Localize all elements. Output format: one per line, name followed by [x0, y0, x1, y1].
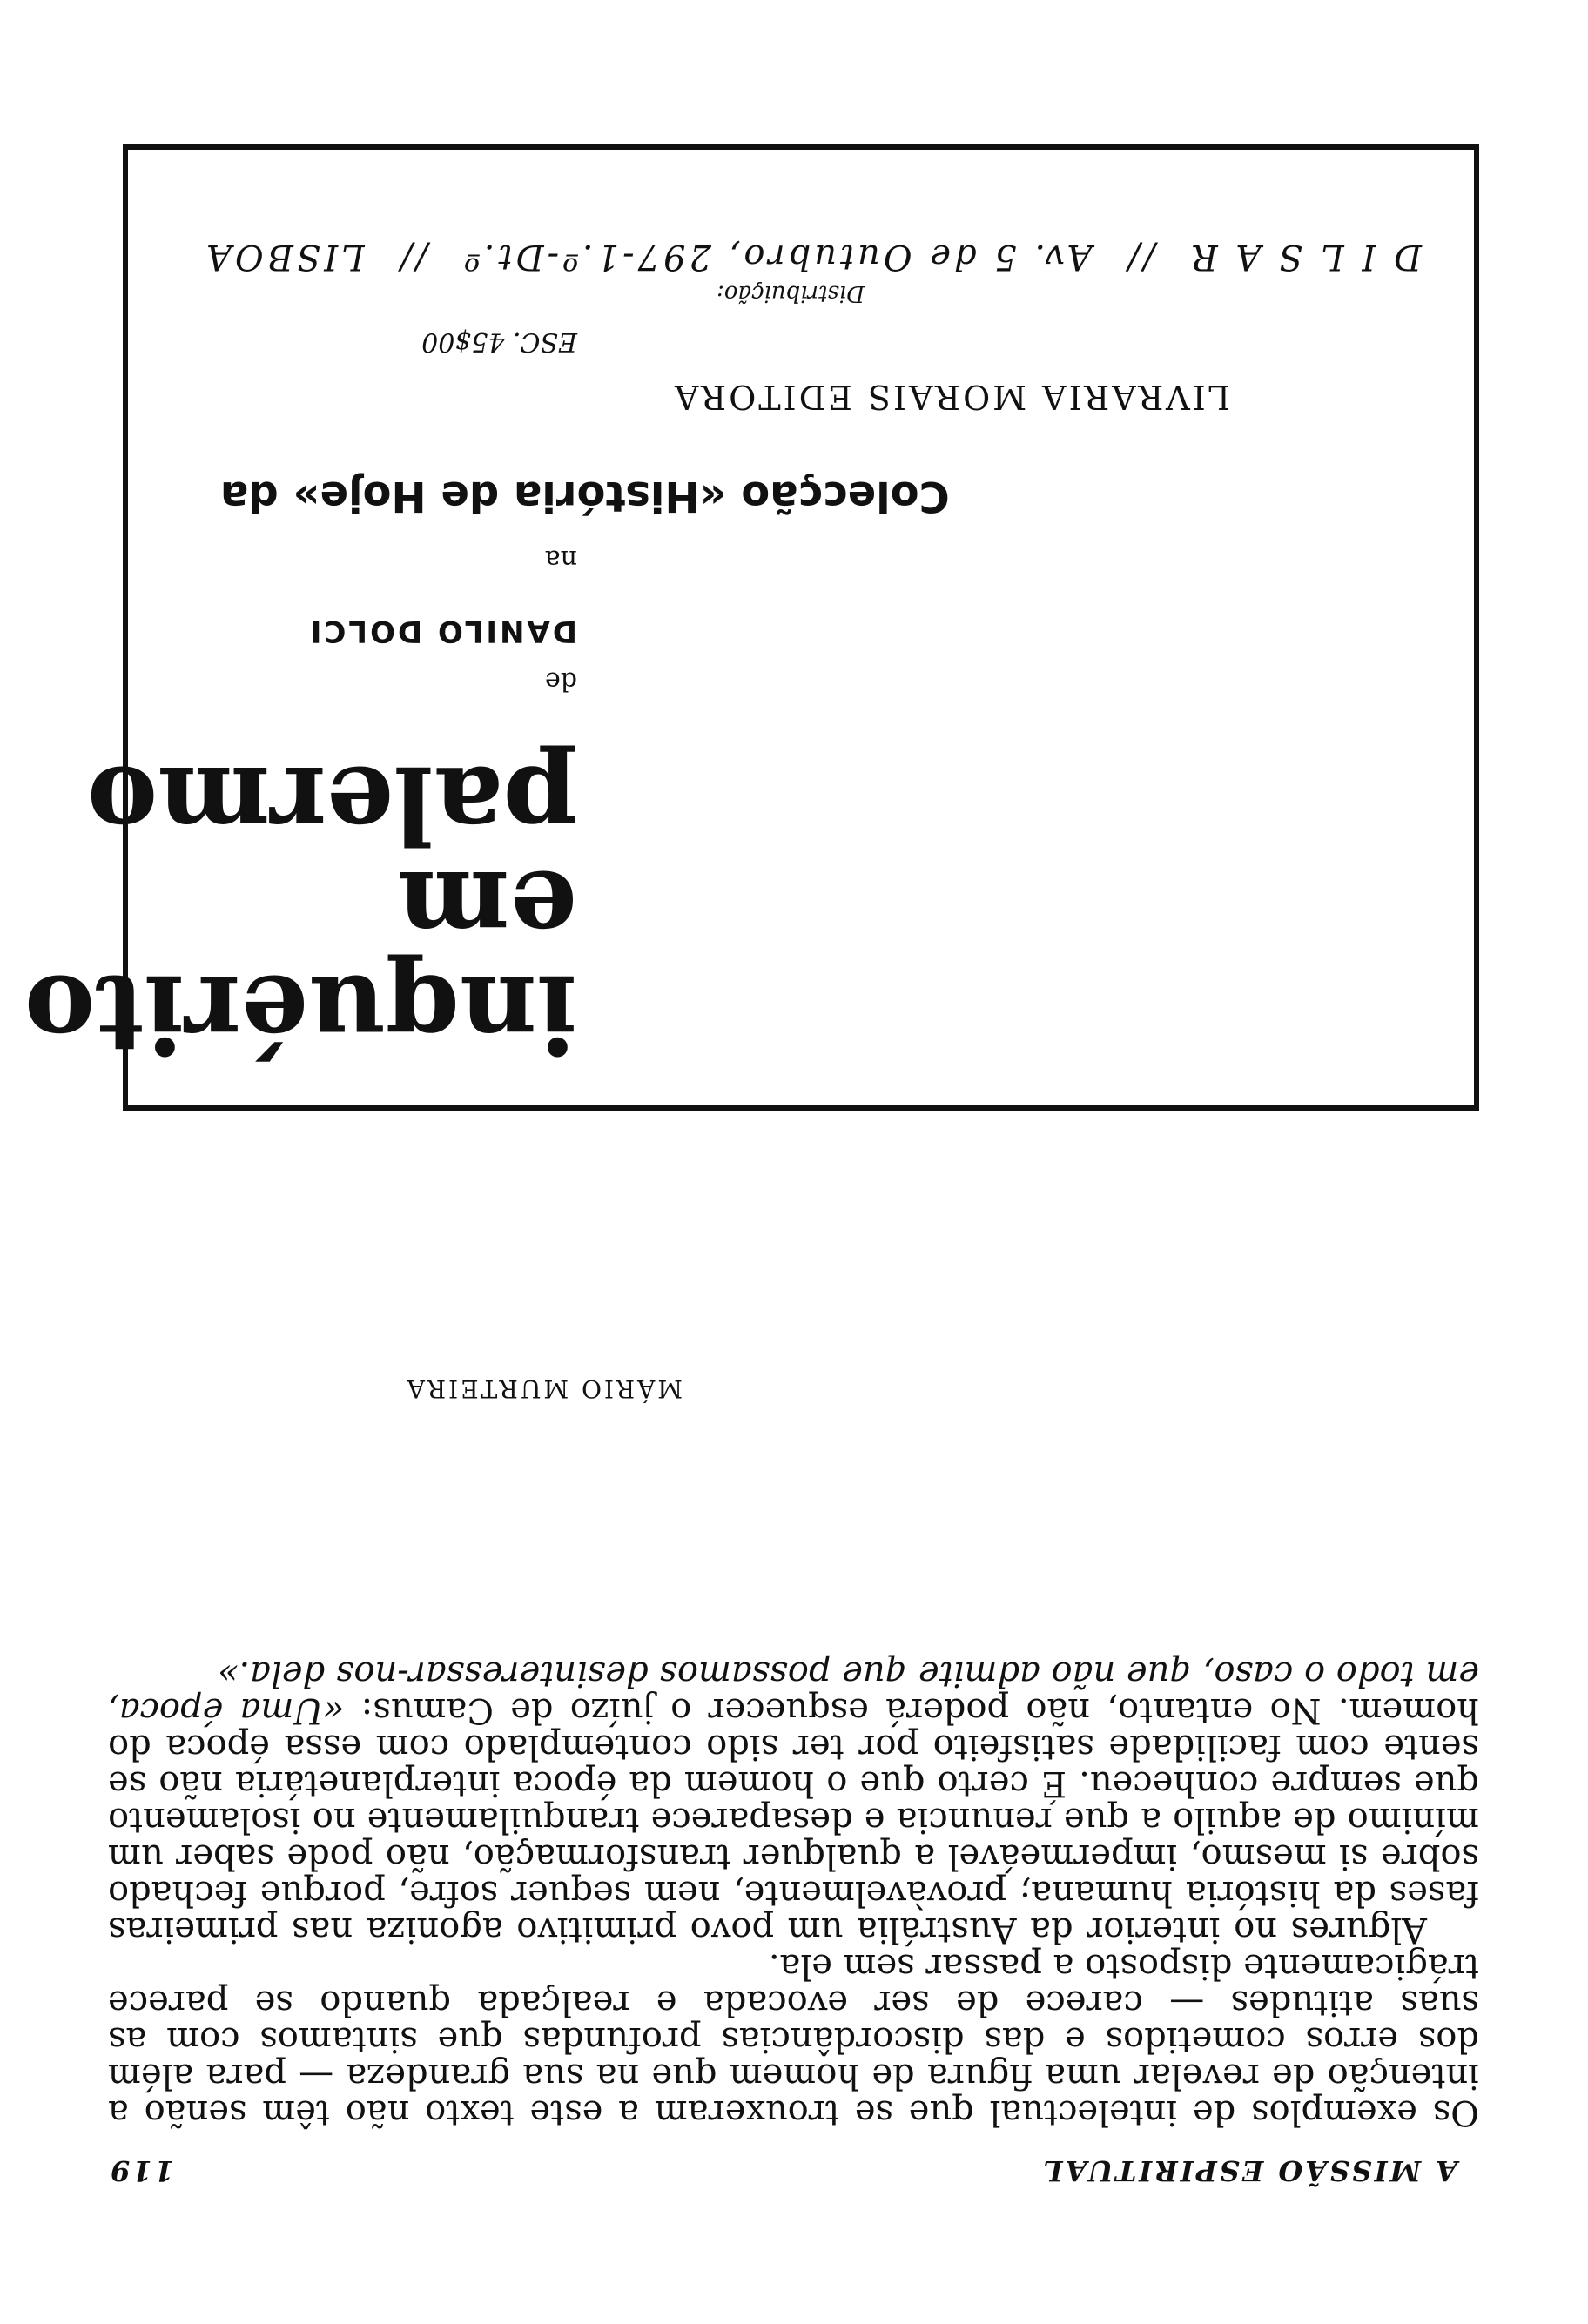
author-signature: MÁRIO MURTEIRA: [404, 1374, 683, 1403]
body-text: [108, 1656, 1479, 2131]
book-title-line: inquérito: [24, 951, 577, 1077]
distribution-label: Distribuição:: [717, 280, 865, 306]
paragraph: Os exemplos de intelectual que se trouxeram a este texto não têm senão a intenção de revelar uma figura de homem que na sua grandeza — para além dos erros cometidos e das discordâncias profundas que sintamos com as suas atitudes — carece de ser evocada e realçada quando se parece trágicamente disposto a passar sem ela.: [108, 1946, 1479, 2133]
distributor-address: Av. 5 de Outubro, 297-1.º-Dt.º: [460, 237, 1093, 277]
book-title-line: em: [397, 847, 577, 972]
camus-quote: «Uma época, em todo o caso, que não admite que possamos desinteressar-nos dela.»: [108, 1654, 1479, 1730]
publisher-name: LIVRARIA MORAIS EDITORA: [672, 378, 1230, 416]
distributor-city: LISBOA: [203, 237, 365, 277]
book-advertisement: [24, 144, 1479, 1111]
separator: //: [397, 237, 428, 277]
running-header: [108, 2154, 1457, 2187]
by-label: de: [545, 666, 577, 696]
separator: //: [1124, 237, 1155, 277]
book-author: DANILO DOLCI: [307, 614, 577, 648]
distributor-line: [203, 237, 1422, 277]
book-price: ESC. 45$00: [421, 326, 577, 357]
book-title-line: palermo: [86, 742, 577, 868]
paragraph-text: Algures no interior da Austrália um povo primitivo agoniza nas primeiras fases da história humana; provàvelmente, nem sequer sofre, porque fechado sobre si mesmo, impermeável a qualquer transformação, não pode saber um mínimo de aquilo a que renuncia e desaparece tranquilamente no isolamento que sempre conheceu. É certo que o homem da época interplanetária não se sente com facilidade satisfeito por ter sido contemplado com essa época do homem. No entanto, não poderá esquecer o juízo de Camus:: [108, 1690, 1479, 1950]
paragraph: [108, 1656, 1479, 1948]
running-title: A MISSÃO ESPIRITUAL: [1040, 2154, 1457, 2187]
in-label: na: [544, 544, 577, 574]
collection-name: Colecção «História de Hoje» da: [220, 472, 950, 521]
distributor-company: D I L S A R: [1188, 237, 1422, 277]
page-number: 119: [108, 2154, 174, 2187]
